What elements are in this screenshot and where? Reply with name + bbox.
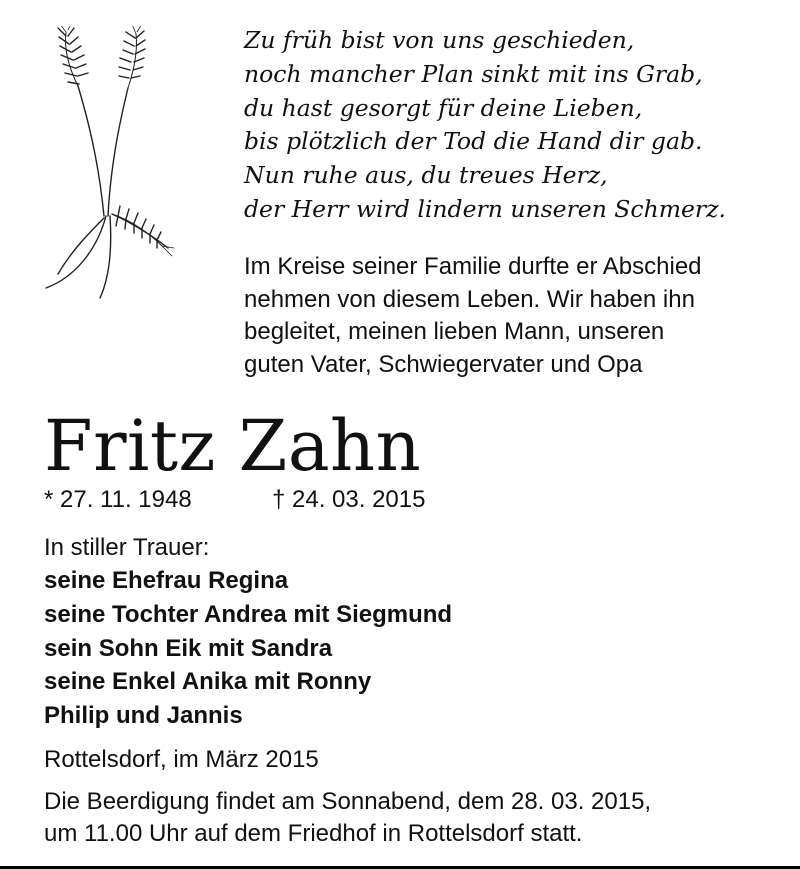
- wheat-ears-icon: [38, 26, 178, 306]
- funeral-info: [44, 786, 784, 850]
- poem: [244, 24, 784, 227]
- intro-line: begleitet, meinen lieben Mann, unseren: [244, 318, 665, 345]
- mourning-label: In stiller Trauer:: [44, 534, 210, 561]
- place-date: Rottelsdorf, im März 2015: [44, 746, 319, 773]
- death-date: † 24. 03. 2015: [272, 486, 426, 513]
- poem-line: Nun ruhe aus, du treues Herz,: [244, 161, 608, 190]
- deceased-name: Fritz Zahn: [44, 405, 422, 487]
- poem-line: noch mancher Plan sinkt mit ins Grab,: [244, 59, 703, 88]
- mourner: seine Tochter Andrea mit Siegmund: [44, 600, 453, 628]
- intro-line: guten Vater, Schwiegervater und Opa: [244, 350, 643, 378]
- mourner: sein Sohn Eik mit Sandra: [44, 634, 333, 662]
- poem-line: der Herr wird lindern unseren Schmerz.: [244, 194, 726, 223]
- poem-line: bis plötzlich der Tod die Hand dir gab.: [244, 127, 703, 156]
- poem-line: du hast gesorgt für deine Lieben,: [244, 93, 643, 122]
- mourners-list: [44, 564, 452, 733]
- life-dates: [44, 484, 426, 516]
- intro-text: [244, 251, 784, 381]
- intro-line: nehmen von diesem Leben. Wir haben ihn: [244, 285, 695, 313]
- funeral-line: um 11.00 Uhr auf dem Friedhof in Rottelsdorf statt.: [44, 820, 583, 847]
- poem-line: Zu früh bist von uns geschieden,: [244, 26, 635, 54]
- birth-date: * 27. 11. 1948: [44, 486, 192, 513]
- mourner: Philip und Jannis: [44, 702, 243, 730]
- mourner: seine Enkel Anika mit Ronny: [44, 668, 372, 696]
- mourner: seine Ehefrau Regina: [44, 567, 289, 594]
- funeral-line: Die Beerdigung findet am Sonnabend, dem 28. 03. 2015,: [44, 788, 652, 815]
- intro-line: Im Kreise seiner Familie durfte er Abschied: [244, 253, 702, 280]
